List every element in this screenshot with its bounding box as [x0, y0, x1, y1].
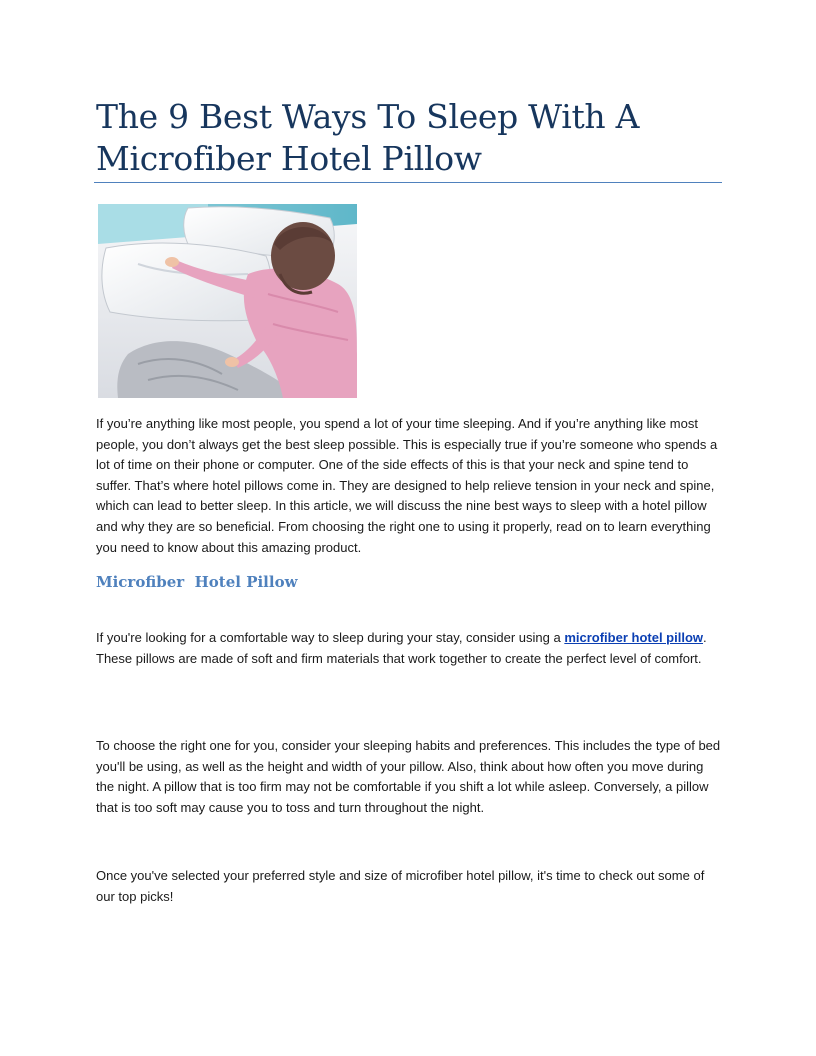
choosing-paragraph: To choose the right one for you, consider your sleeping habits and preferences. This includes the type of bed you'll be using, as well as the height and width of your pillow. Also, think about how often you move during the night. A pillow that is too firm may not be comfortable if you shift a lot while asleep. Conversely, a pillow that is too soft may cause you to toss and turn throughout the night. — [96, 738, 721, 815]
section-heading: Microfiber Hotel Pillow — [96, 573, 298, 591]
pillow-paragraph-lead: If you're looking for a comfortable way to sleep during your stay, consider using a — [96, 630, 565, 645]
hero-illustration — [98, 204, 357, 398]
intro-paragraph: If you’re anything like most people, you spend a lot of your time sleeping. And if you’re anything like most people, you don’t always get the best sleep possible. This is especially true if you’re someone who spends a lot of time on their phone or computer. One of the side effects of this is that your neck and spine tend to suffer. That’s where hotel pillows come in. They are designed to help relieve tension in your neck and spine, which can lead to better sleep. In this article, we will discuss the nine best ways to sleep with a hotel pillow and why they are so beneficial. From choosing the right one to using it properly, read on to learn everything you need to know about this amazing product. — [96, 416, 718, 555]
pillow-paragraph — [96, 628, 724, 669]
hero-image — [98, 204, 357, 398]
top-picks-paragraph: Once you've selected your preferred style and size of microfiber hotel pillow, it's time to check out some of our top picks! — [96, 868, 705, 904]
pillow-paragraph-tail: . These pillows are made of soft and firm materials that work together to create the perfect level of comfort. — [96, 630, 707, 666]
article-title: The 9 Best Ways To Sleep With A Microfiber Hotel Pillow — [96, 97, 640, 178]
microfiber-hotel-pillow-link[interactable]: microfiber hotel pillow — [564, 630, 704, 645]
title-underline-rule — [94, 182, 722, 183]
